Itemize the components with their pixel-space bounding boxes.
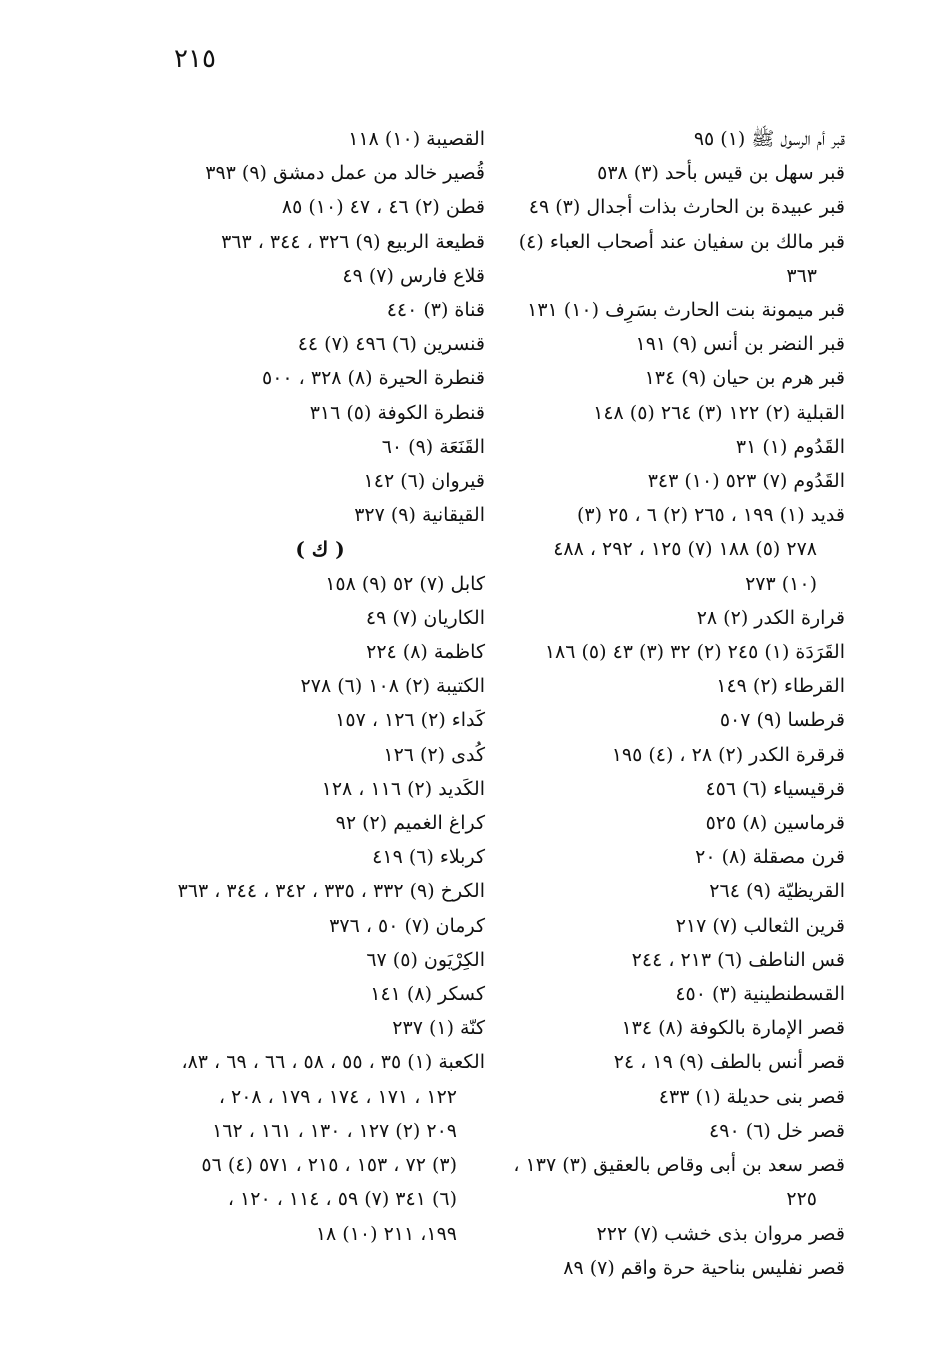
index-entry: [505, 874, 845, 908]
entry-text: قرن مصقلة (٨) ٢٠: [695, 846, 845, 869]
entry-text: قبر سهل بن قيس بأحد (٣) ٥٣٨: [597, 162, 845, 185]
entry-text: القريظيّة (٩) ٢٦٤: [709, 880, 845, 903]
entry-text: قديد (١) ١٩٩ ، ٢٦٥ (٢) ٦ ، ٢٥ (٣): [577, 504, 845, 527]
entry-text: قصر سعد بن أبى وقاص بالعقيق (٣) ١٣٧ ،: [513, 1154, 845, 1177]
entry-text: كسكر (٨) ١٤١: [370, 983, 485, 1006]
entry-text: قس الناطف (٦) ٢١٣ ، ٢٤٤: [631, 948, 845, 971]
entry-text: القسطنطينية (٣) ٤٥٠: [675, 983, 845, 1006]
entry-text: قبر أم الرسول ﷺ (١) ٩٥: [693, 128, 845, 150]
entry-text: قيروان (٦) ١٤٢: [363, 470, 485, 493]
entry-continuation: (٦) ٣٤١ (٧) ٥٩ ، ١١٤ ، ١٢٠ ،: [227, 1188, 457, 1211]
entry-text: قنسرين (٦) ٤٩٦ (٧) ٤٤: [297, 333, 485, 356]
entry-text: قرطسا (٩) ٥٠٧: [719, 709, 845, 732]
index-entry: [505, 1045, 845, 1079]
index-entry: [505, 601, 845, 635]
index-group-qaf: [155, 122, 485, 532]
index-column-right: [505, 122, 845, 1285]
entry-text: كاظمة (٨) ٢٢٤: [366, 641, 485, 664]
index-entry: [505, 156, 845, 190]
entry-text: القَدُوم (٧) ٥٢٣ (١٠) ٣٤٣: [647, 470, 845, 493]
index-entry: [505, 1148, 845, 1216]
index-entry: [505, 806, 845, 840]
index-entry: [505, 1251, 845, 1285]
index-entry: [505, 430, 845, 464]
index-entry: [155, 464, 485, 498]
entry-text: قبر هرم بن حيان (٩) ١٣٤: [644, 367, 845, 390]
index-entry: [155, 430, 485, 464]
index-entry: [505, 498, 845, 601]
index-entry: [505, 396, 845, 430]
entry-text: الكعبة (١) ٣٥ ، ٥٥ ، ٥٨ ، ٦٦ ، ٦٩ ، ٨٣،: [181, 1051, 485, 1074]
index-entry: [155, 909, 485, 943]
index-entry: [155, 738, 485, 772]
index-entry: [505, 635, 845, 669]
index-entry: [155, 225, 485, 259]
entry-text: كربلاء (٦) ٤١٩: [372, 846, 485, 869]
entry-text: قبر ميمونة بنت الحارث بسَرِف (١٠) ١٣١: [527, 299, 845, 322]
index-entry: [505, 840, 845, 874]
entry-text: القصيبة (١٠) ١١٨: [348, 128, 485, 150]
entry-text: كُدى (٢) ١٢٦: [383, 743, 485, 766]
entry-text: قصر أنس بالطف (٩) ١٩ ، ٢٤: [613, 1051, 845, 1074]
entry-continuation: (٣) ٧٢ ، ١٥٣ ، ٢١٥ ، ٥٧١ (٤) ٥٦: [201, 1154, 457, 1177]
entry-continuation: ٢٠٩ (٢) ١٢٧ ، ١٣٠ ، ١٦١ ، ١٦٢: [212, 1119, 457, 1142]
index-entry: [155, 396, 485, 430]
entry-text: قصر بنى حديلة (١) ٤٣٣: [658, 1085, 845, 1108]
index-entry: [155, 874, 485, 908]
entry-continuation: ٢٧٨ (٥) ١٨٨ (٧) ١٢٥ ، ٢٩٢ ، ٤٨٨: [553, 538, 817, 561]
index-entry: [155, 806, 485, 840]
entry-continuation: ١٢٢ ، ١٧١ ، ١٧٤ ، ١٧٩ ، ٢٠٨ ،: [218, 1085, 457, 1108]
index-entry: [505, 738, 845, 772]
entry-text: قُصير خالد من عمل دمشق (٩) ٣٩٣: [205, 162, 485, 185]
entry-text: الكاريان (٧) ٤٩: [365, 606, 485, 629]
index-entry: [155, 327, 485, 361]
index-entry: [505, 1114, 845, 1148]
index-entry: [505, 1217, 845, 1251]
entry-continuation: ٢٢٥: [786, 1188, 817, 1211]
index-entry: [155, 259, 485, 293]
entry-text: القبلية (٢) ١٢٢ (٣) ٢٦٤ (٥) ١٤٨: [593, 401, 845, 424]
entry-text: قرماسين (٨) ٥٢٥: [705, 812, 845, 835]
entry-text: كَداء (٢) ١٢٦ ، ١٥٧: [335, 709, 485, 732]
entry-continuation: ١٩٩، ٢١١ (١٠) ١٨: [315, 1222, 457, 1245]
entry-text: الكَديد (٢) ١١٦ ، ١٢٨: [321, 777, 485, 800]
entry-text: القَدُوم (١) ٣١: [735, 435, 845, 458]
index-entry: [155, 293, 485, 327]
entry-text: قنطرة الحيرة (٨) ٣٢٨ ، ٥٠٠: [262, 367, 485, 390]
index-entry: [155, 943, 485, 977]
section-header-kaf: ( ك ): [295, 537, 345, 562]
entry-text: كابل (٧) ٥٢ (٩) ١٥٨: [325, 572, 485, 595]
index-entry: [505, 703, 845, 737]
entry-text: كرمان (٧) ٥٠ ، ٣٧٦: [329, 914, 485, 937]
entry-text: قنطرة الكوفة (٥) ٣١٦: [309, 401, 485, 424]
index-entry: [155, 567, 485, 601]
index-entry: [505, 293, 845, 327]
index-entry: [155, 122, 485, 156]
entry-text: القَنَعَة (٩) ٦٠: [381, 435, 485, 458]
index-entry: [505, 190, 845, 224]
entry-text: قرقيسياء (٦) ٤٥٦: [705, 777, 845, 800]
index-entry: [505, 361, 845, 395]
entry-text: قصر مروان بذى خشب (٧) ٢٢٢: [596, 1222, 845, 1245]
index-entry: [505, 669, 845, 703]
entry-text: القَرَدَة (١) ٢٤٥ (٢) ٣٢ (٣) ٤٣ (٥) ١٨٦: [544, 641, 845, 664]
entry-text: قرارة الكدر (٢) ٢٨: [696, 606, 845, 629]
index-entry: [155, 1045, 485, 1250]
index-entry: [155, 840, 485, 874]
index-entry: [505, 225, 845, 293]
index-entry: [155, 669, 485, 703]
index-entry: [155, 772, 485, 806]
index-entry: [155, 1011, 485, 1045]
index-entry: [155, 156, 485, 190]
entry-text: القيقانية (٩) ٣٢٧: [354, 504, 485, 527]
entry-text: قلاع فارس (٧) ٤٩: [342, 264, 485, 287]
entry-text: قصر نفليس بناحية حرة واقم (٧) ٨٩: [563, 1256, 845, 1279]
entry-text: قبر عبيدة بن الحارث بذات أجدال (٣) ٤٩: [528, 196, 845, 219]
entry-text: القرطاء (٢) ١٤٩: [716, 675, 845, 698]
index-group-kaf: [155, 567, 485, 1251]
entry-text: قطن (٢) ٤٦ ، ٤٧ (١٠) ٨٥: [281, 196, 485, 219]
entry-text: قطيعة الربيع (٩) ٣٢٦ ، ٣٤٤ ، ٣٦٣: [221, 230, 485, 253]
index-entry: [505, 464, 845, 498]
entry-text: قرقرة الكدر (٢) ٢٨ ، (٤) ١٩٥: [611, 743, 845, 766]
index-entry: [505, 909, 845, 943]
index-entry: [505, 122, 845, 156]
entry-text: الكرخ (٩) ٣٣٢ ، ٣٣٥ ، ٣٤٢ ، ٣٤٤ ، ٣٦٣: [177, 880, 485, 903]
entry-text: الكِرْيَون (٥) ٦٧: [366, 948, 485, 971]
entry-text: قصر خل (٦) ٤٩٠: [709, 1119, 845, 1142]
entry-continuation: ٣٦٣: [786, 264, 817, 287]
entry-text: قرين الثعالب (٧) ٢١٧: [675, 914, 845, 937]
index-entry: [155, 361, 485, 395]
entry-text: كنّة (١) ٢٣٧: [392, 1017, 485, 1040]
index-entry: [155, 635, 485, 669]
entry-text: الكتيبة (٢) ١٠٨ (٦) ٢٧٨: [300, 675, 485, 698]
index-entry: [505, 772, 845, 806]
index-entry: [155, 703, 485, 737]
entry-text: قبر مالك بن سفيان عند أصحاب العباء (٤): [518, 230, 845, 253]
index-entry: [505, 1011, 845, 1045]
page-number: ٢١٥: [174, 44, 216, 74]
index-entry: [155, 977, 485, 1011]
index-entry: [155, 190, 485, 224]
index-entry: [155, 601, 485, 635]
index-entry: [155, 498, 485, 532]
entry-text: قصر الإمارة بالكوفة (٨) ١٣٤: [621, 1017, 845, 1040]
entry-continuation: (١٠) ٢٧٣: [745, 572, 817, 595]
index-entry: [505, 1080, 845, 1114]
index-entry: [505, 977, 845, 1011]
entry-text: قناة (٣) ٤٤٠: [386, 299, 485, 322]
index-column-left: [155, 122, 485, 1251]
entry-text: قبر النضر بن أنس (٩) ١٩١: [635, 333, 845, 356]
entry-text: كراغ الغميم (٢) ٩٢: [335, 812, 485, 835]
index-entry: [505, 327, 845, 361]
index-entry: [505, 943, 845, 977]
